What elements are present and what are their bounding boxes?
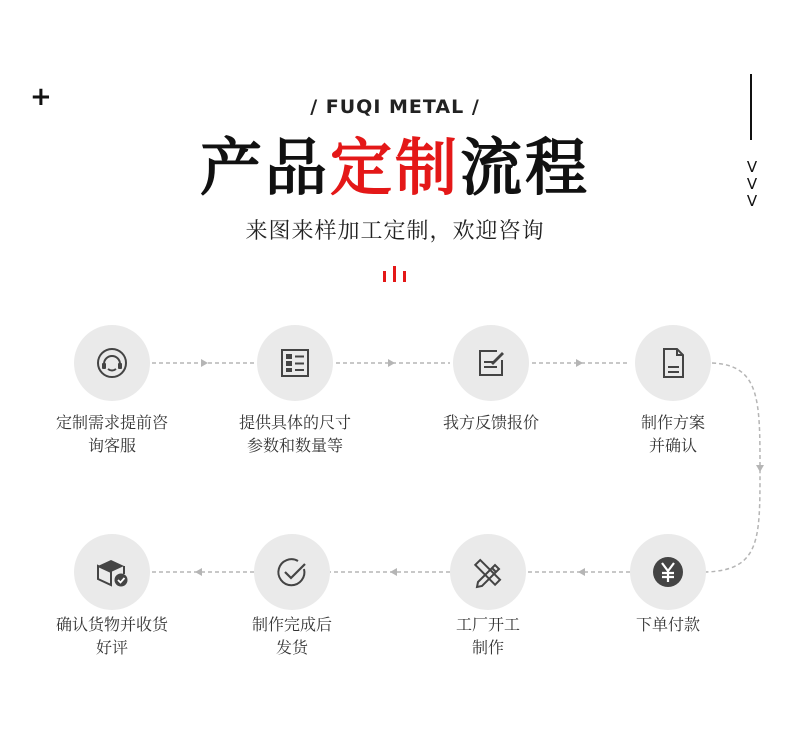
title-part-2: 流程 [460, 131, 591, 204]
arrow-left-icon [390, 568, 397, 576]
chevron-down-icon: V [746, 175, 758, 193]
step-5-circle [630, 534, 706, 610]
step-5-line-1: 下单付款 [635, 615, 700, 634]
step-7-line-1: 制作完成后 [251, 615, 332, 634]
step-7-circle [254, 534, 330, 610]
step-2-label [220, 411, 370, 457]
ruler-pencil-icon [468, 552, 508, 592]
step-6-label [413, 613, 563, 659]
step-6-line-1: 工厂开工 [455, 615, 520, 634]
step-1-line-2: 询客服 [87, 436, 136, 455]
document-icon [653, 343, 693, 383]
headset-icon [92, 343, 132, 383]
arrow-left-icon [578, 568, 585, 576]
chevron-down-icon: V [746, 158, 758, 176]
step-1-label [37, 411, 187, 457]
chevron-down-icon: V [746, 192, 758, 210]
step-2-line-2: 参数和数量等 [246, 436, 343, 455]
step-6-circle [450, 534, 526, 610]
step-4-label [598, 411, 748, 457]
edit-document-icon [471, 343, 511, 383]
step-4-line-2: 并确认 [648, 436, 697, 455]
step-4-line-1: 制作方案 [640, 413, 705, 432]
arrow-right-icon [576, 359, 583, 367]
step-5-label [593, 613, 743, 636]
step-6-line-2: 制作 [471, 638, 504, 657]
step-7-label [217, 613, 367, 659]
step-8-line-1: 确认货物并收货 [55, 615, 168, 634]
step-8-circle [74, 534, 150, 610]
step-2-circle [257, 325, 333, 401]
title-highlight: 定制 [329, 131, 460, 204]
plus-icon: + [30, 82, 52, 112]
arrow-left-icon [195, 568, 202, 576]
step-4-circle [635, 325, 711, 401]
step-8-line-2: 好评 [95, 638, 128, 657]
arrow-right-icon [388, 359, 395, 367]
connector-curve [706, 363, 760, 572]
title-part-1: 产品 [199, 131, 330, 204]
step-8-label [37, 613, 187, 659]
package-check-icon [92, 552, 132, 592]
page-subtitle: 来图来样加工定制，欢迎咨询 [245, 219, 545, 244]
step-7-line-2: 发货 [275, 638, 308, 657]
step-3-line-1: 我方反馈报价 [442, 413, 539, 432]
yen-icon [648, 552, 688, 592]
step-3-label [416, 411, 566, 434]
step-2-line-1: 提供具体的尺寸 [238, 413, 351, 432]
arrow-down-icon [756, 465, 764, 472]
step-3-circle [453, 325, 529, 401]
check-circle-icon [272, 552, 312, 592]
step-1-circle [74, 325, 150, 401]
step-1-line-1: 定制需求提前咨 [55, 413, 168, 432]
list-icon [275, 343, 315, 383]
arrow-right-icon [201, 359, 208, 367]
brand-label: / FUQI METAL / [310, 96, 480, 118]
